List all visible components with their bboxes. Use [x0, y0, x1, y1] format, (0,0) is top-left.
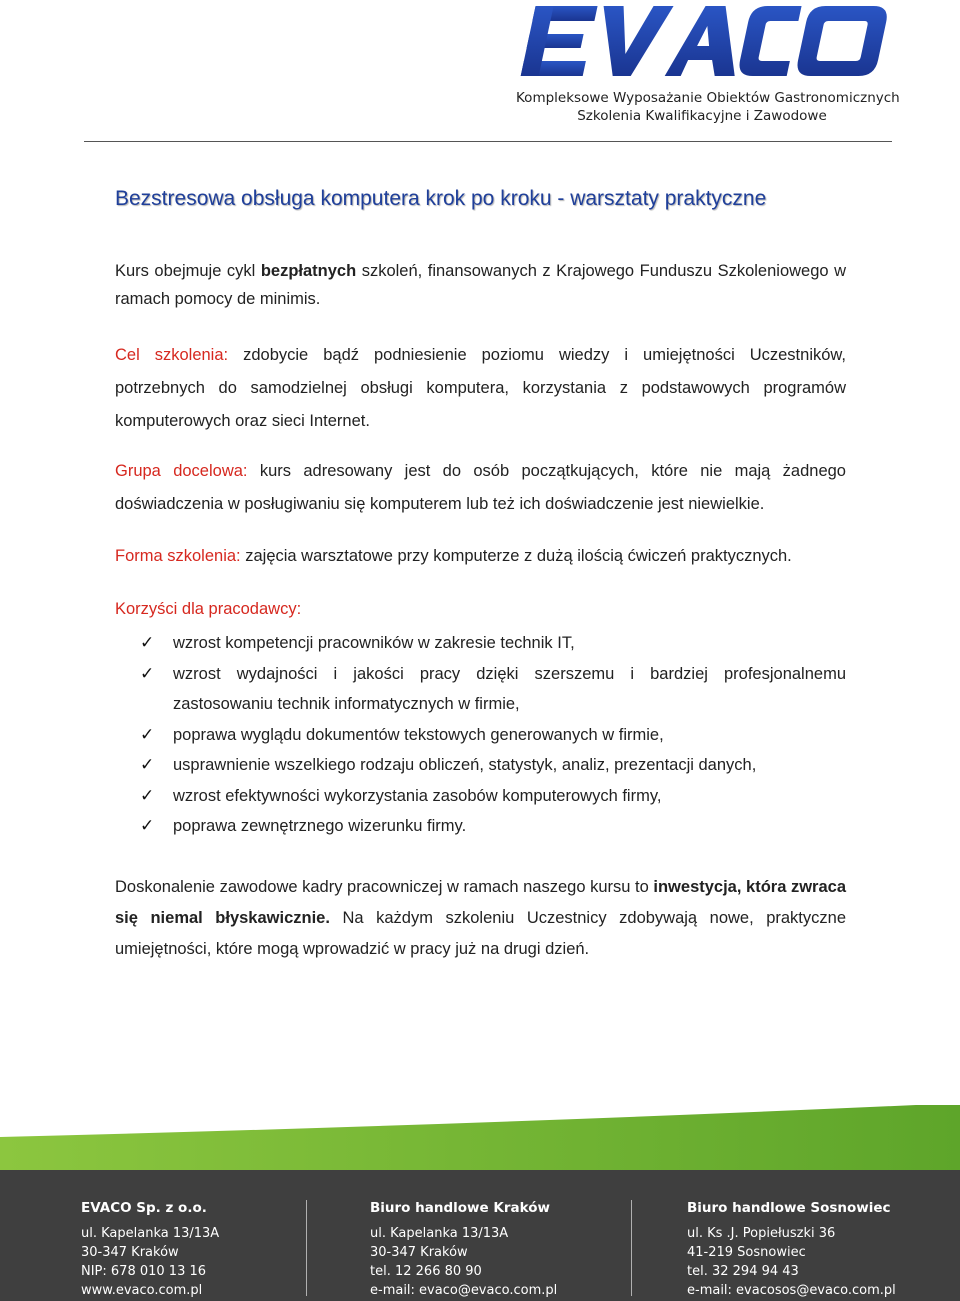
footer-sosnowiec-office [687, 1196, 896, 1300]
list-item [115, 720, 846, 751]
list-item-text: poprawa zewnętrznego wizerunku firmy. [173, 817, 467, 835]
footer-sosnowiec-email-link[interactable]: e-mail: evacosos@evaco.com.pl [687, 1283, 896, 1298]
check-icon: ✓ [140, 633, 155, 652]
tagline-line-1: Kompleksowe Wyposażanie Obiektów Gastronomicznych [516, 90, 900, 106]
footer-sosnowiec-phone: tel. 32 294 94 43 [687, 1264, 799, 1279]
check-icon: ✓ [140, 785, 155, 805]
goal-paragraph [115, 339, 846, 438]
footer-sosnowiec-city: 41-219 Sosnowiec [687, 1245, 806, 1260]
check-icon: ✓ [140, 724, 155, 744]
footer-krakow-email-link[interactable]: e-mail: evaco@evaco.com.pl [370, 1283, 558, 1298]
target-group-label: Grupa docelowa: [115, 462, 248, 480]
closing-paragraph [115, 872, 846, 965]
evaco-logo [516, 4, 888, 78]
list-item [115, 628, 846, 659]
footer-company-street: ul. Kapelanka 13/13A [81, 1226, 220, 1241]
training-form-text: zajęcia warsztatowe przy komputerze z dużą ilością ćwiczeń praktycznych. [240, 547, 792, 565]
list-item-text: wzrost kompetencji pracowników w zakresie technik IT, [173, 634, 575, 652]
footer-krakow-heading: Biuro handlowe Kraków [370, 1200, 550, 1216]
footer-krakow-city: 30-347 Kraków [370, 1245, 468, 1260]
training-form-paragraph [115, 540, 846, 573]
list-item-text: wzrost wydajności i jakości pracy dzięki szerszemu i bardziej profesjonalnemu zastosowaniu technik informatycznych w firmie, [173, 664, 846, 713]
list-item-text: usprawnienie wszelkiego rodzaju obliczeń, statystyk, analiz, prezentacji danych, [173, 756, 757, 774]
footer-company-city: 30-347 Kraków [81, 1245, 179, 1260]
goal-label: Cel szkolenia: [115, 346, 229, 364]
footer-divider [306, 1200, 307, 1296]
closing-bold: inwestycja, która zwraca się niemal błyskawicznie. [115, 878, 846, 927]
benefits-heading [115, 593, 846, 626]
benefits-label: Korzyści dla pracodawcy: [115, 600, 302, 618]
footer-company-heading: EVACO Sp. z o.o. [81, 1200, 207, 1216]
intro-bold: bezpłatnych [260, 262, 357, 280]
footer-sosnowiec-street: ul. Ks .J. Popiełuszki 36 [687, 1226, 836, 1241]
list-item-text: wzrost efektywności wykorzystania zasobów komputerowych firmy, [173, 786, 662, 805]
header-divider [84, 141, 892, 142]
intro-text-start: Kurs obejmuje cykl [115, 262, 261, 280]
list-item [115, 659, 846, 720]
benefits-list [115, 628, 846, 842]
check-icon: ✓ [140, 663, 155, 683]
check-icon: ✓ [140, 816, 155, 835]
list-item [115, 781, 846, 812]
goal-text: zdobycie bądź podniesienie poziomu wiedzy i umiejętności Uczestników, potrzebnych do samodzielnej obsługi komputera, korzystania z podstawowych programów komputerowych oraz sieci Internet. [115, 346, 847, 430]
footer-company-website-link[interactable]: www.evaco.com.pl [81, 1283, 203, 1298]
list-item [115, 750, 846, 781]
footer-krakow-street: ul. Kapelanka 13/13A [370, 1226, 509, 1241]
footer-sosnowiec-heading: Biuro handlowe Sosnowiec [687, 1200, 891, 1216]
intro-paragraph [115, 257, 846, 313]
company-tagline [516, 89, 900, 125]
list-item [115, 811, 846, 842]
footer-krakow-office [370, 1196, 557, 1300]
footer-divider [631, 1200, 632, 1296]
tagline-line-2: Szkolenia Kwalifikacyjne i Zawodowe [577, 108, 827, 124]
intro-text-end: szkoleń, finansowanych z Krajowego Funduszu Szkoleniowego w ramach pomocy de minimis. [115, 262, 846, 308]
closing-text-end: Na każdym szkoleniu Uczestnicy zdobywają nowe, praktyczne umiejętności, które mogą wprowadzić w pracy już na drugi dzień. [115, 909, 846, 958]
footer-company-nip: NIP: 678 010 13 16 [81, 1264, 207, 1279]
footer-krakow-phone: tel. 12 266 80 90 [370, 1264, 482, 1279]
footer-company-info [81, 1196, 219, 1300]
target-group-paragraph [115, 455, 846, 521]
closing-text-start: Doskonalenie zawodowe kadry pracowniczej w ramach naszego kursu to [115, 878, 654, 896]
list-item-text: poprawa wyglądu dokumentów tekstowych generowanych w firmie, [173, 725, 664, 744]
target-group-text: kurs adresowany jest do osób początkujących, które nie mają żadnego doświadczenia w posługiwaniu się komputerem lub też ich doświadczenie jest niewielkie. [115, 462, 846, 513]
check-icon: ✓ [140, 755, 155, 774]
training-form-label: Forma szkolenia: [115, 547, 241, 565]
document-title: Bezstresowa obsługa komputera krok po kroku - warsztaty praktyczne [115, 187, 767, 210]
